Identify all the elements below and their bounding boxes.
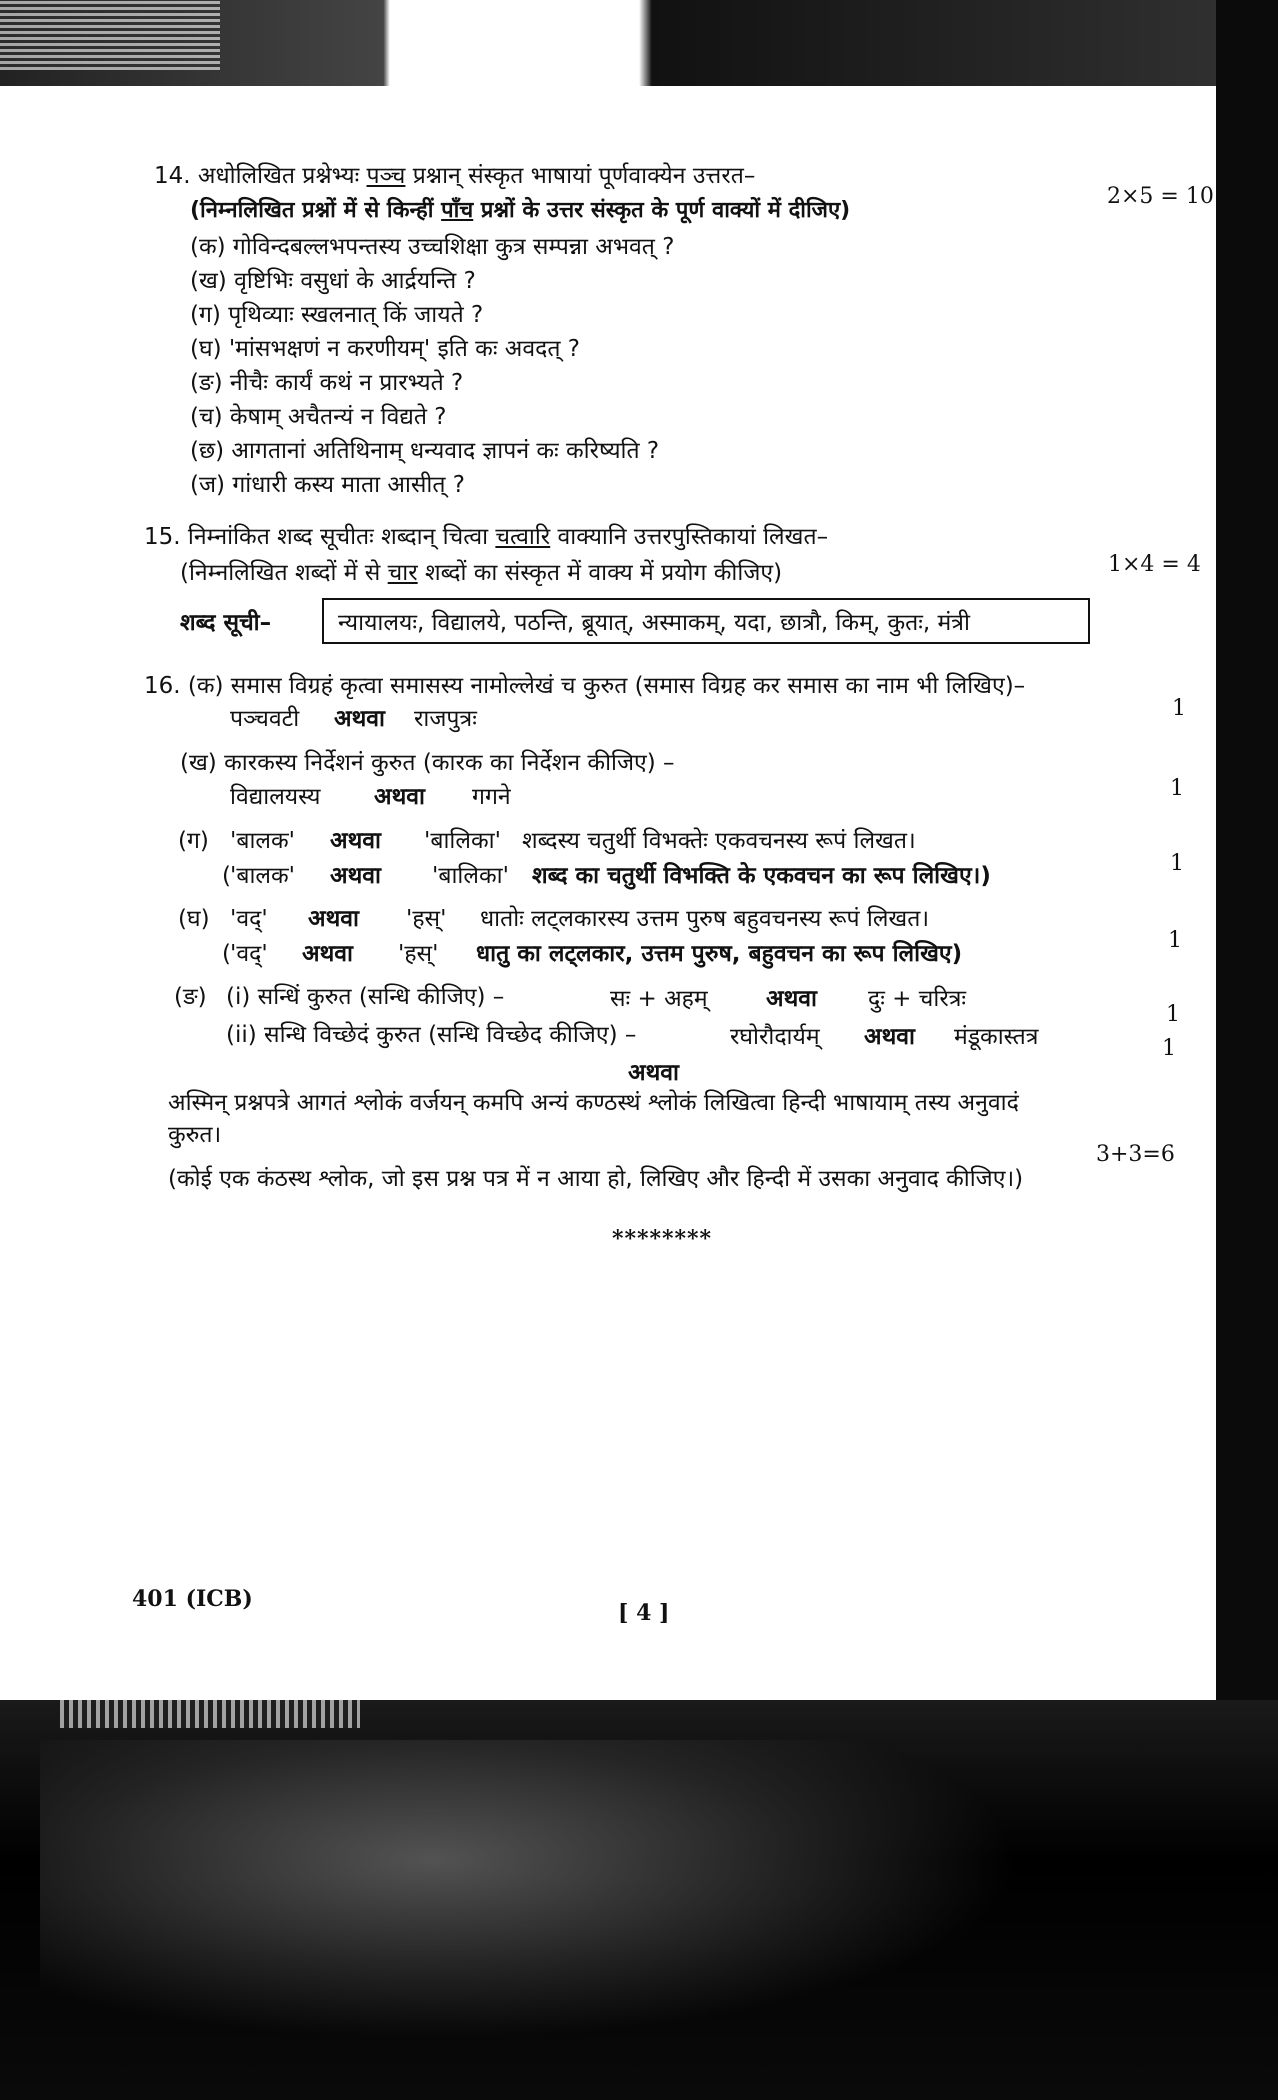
scan-mesh	[0, 0, 220, 70]
q16-nga-i-word2: दुः + चरित्रः	[868, 986, 967, 1012]
q16-ka-line1	[144, 671, 1025, 701]
q15-word-list-box: न्यायालयः, विद्यालये, पठन्ति, ब्रूयात्, अस्माकम्, यदा, छात्रौ, किम्, कुतः, मंत्री	[322, 598, 1090, 644]
q16-nga-i-word1: सः + अहम्	[610, 986, 708, 1012]
q14-item: (ङ) नीचैः कार्यं कथं न प्रारभ्यते ?	[190, 370, 464, 396]
or-word: अथवा	[864, 1024, 916, 1050]
q14-item: (घ) 'मांसभक्षणं न करणीयम्' इति कः अवदत् ?	[190, 336, 580, 362]
end-marker: ********	[612, 1226, 713, 1252]
q16-ga-word2: 'बालिका'	[424, 828, 501, 854]
q14-number: 14.	[154, 163, 191, 189]
or-word: अथवा	[302, 941, 354, 967]
q15-line2-underlined: चार	[387, 560, 418, 586]
q16-alt-marks: 3+3=6	[1096, 1142, 1175, 1167]
q16-ga-label: (ग)	[178, 828, 209, 854]
q15-line2	[180, 558, 782, 588]
q14-item: (च) केषाम् अचैतन्यं न विद्यते ?	[190, 404, 447, 430]
q15-number: 15.	[144, 524, 181, 550]
q16-gha-word2: 'हस्'	[406, 906, 447, 932]
scan-smudge	[40, 1740, 1020, 2040]
or-word: अथवा	[308, 906, 360, 932]
q16-nga-i-marks: 1	[1166, 1002, 1180, 1027]
q16-nga-label: (ङ)	[174, 984, 207, 1010]
q16-nga-ii-marks: 1	[1162, 1036, 1176, 1061]
or-heading: अथवा	[628, 1060, 680, 1086]
or-word: अथवा	[374, 784, 426, 810]
q16-nga-ii-text: (ii) सन्धि विच्छेदं कुरुत (सन्धि विच्छेद कीजिए) –	[226, 1022, 637, 1048]
q16-ga-marks: 1	[1170, 851, 1184, 876]
q14-line1-underlined: पञ्च	[366, 163, 406, 189]
q16-kha-marks: 1	[1170, 776, 1184, 801]
q16-alt-line1: अस्मिन् प्रश्नपत्रे आगतं श्लोकं वर्जयन् कमपि अन्यं कण्ठस्थं श्लोकं लिखित्वा हिन्दी भाषायाम् तस्य अनुवादं	[168, 1090, 1019, 1116]
q15-line1	[144, 522, 828, 552]
scan-border-right	[1216, 0, 1278, 1720]
q16-ga-paren: (	[222, 863, 231, 889]
q16-gha-word1: 'वद्'	[230, 941, 268, 967]
q14-item: (ज) गांधारी कस्य माता आसीत् ?	[190, 472, 465, 498]
q15-word-list-label: शब्द सूची–	[180, 610, 272, 636]
q14-line1	[154, 161, 755, 191]
q16-gha-word1: 'वद्'	[230, 906, 268, 932]
q16-alt-line3: (कोई एक कंठस्थ श्लोक, जो इस प्रश्न पत्र में न आया हो, लिखिए और हिन्दी में उसका अनुवाद कीजिए।)	[168, 1166, 1024, 1192]
q16-gha-label: (घ)	[178, 906, 210, 932]
q14-line2-underlined: पाँच	[441, 198, 474, 223]
q16-ga-word1: 'बालक'	[230, 863, 295, 889]
q16-ka-marks: 1	[1172, 696, 1186, 721]
q16-nga-i-text: (i) सन्धिं कुरुत (सन्धि कीजिए) –	[226, 984, 505, 1010]
q14-item: (छ) आगतानां अतिथिनाम् धन्यवाद ज्ञापनं कः करिष्यति ?	[190, 438, 660, 464]
q16-ga-rest2: शब्द का चतुर्थी विभक्ति के एकवचन का रूप लिखिए।)	[532, 863, 991, 889]
q16-gha-word2: 'हस्'	[398, 941, 439, 967]
q16-kha-word1: विद्यालयस्य	[230, 784, 321, 810]
q16-gha-rest2: धातु का लट्लकार, उत्तम पुरुष, बहुवचन का रूप लिखिए)	[476, 941, 963, 967]
q16-gha-marks: 1	[1168, 928, 1182, 953]
q16-number: 16.	[144, 673, 181, 699]
q16-ka-text: (क) समास विग्रहं कृत्वा समासस्य नामोल्लेखं च कुरुत (समास विग्रह कर समास का नाम भी लिखिए)–	[187, 673, 1026, 699]
q15-line1-underlined: चत्वारि	[495, 524, 551, 550]
q14-line1-post: प्रश्नान् संस्कृत भाषायां पूर्णवाक्येन उत्तरत–	[405, 163, 756, 189]
q16-gha-rest1: धातोः लट्लकारस्य उत्तम पुरुष बहुवचनस्य रूपं लिखत।	[480, 906, 930, 932]
q15-line1-post: वाक्यानि उत्तरपुस्तिकायां लिखत–	[550, 524, 829, 550]
q14-line2	[190, 196, 850, 226]
q15-line1-pre: निम्नांकित शब्द सूचीतः शब्दान् चित्वा	[187, 524, 496, 550]
q15-marks: 1×4 = 4	[1108, 552, 1201, 577]
q16-ga-word2: 'बालिका'	[432, 863, 509, 889]
q16-nga-ii-word1: रघोरौदार्यम्	[730, 1024, 820, 1050]
q14-item: (ख) वृष्टिभिः वसुधां के आर्द्रयन्ति ?	[190, 268, 476, 294]
q16-ka-word2: राजपुत्रः	[414, 706, 477, 732]
paper-code: 401 (ICB)	[132, 1586, 253, 1612]
or-word: अथवा	[766, 986, 818, 1012]
scan-border-bottom	[0, 1700, 1278, 2100]
or-word: अथवा	[334, 706, 386, 732]
q14-item: (ग) पृथिव्याः स्खलनात् किं जायते ?	[190, 302, 484, 328]
q16-ka-word1: पञ्चवटी	[230, 706, 300, 732]
q14-line1-pre: अधोलिखित प्रश्नेभ्यः	[197, 163, 367, 189]
q14-marks: 2×5 = 10	[1107, 184, 1214, 209]
exam-page	[62, 86, 1216, 1700]
page-number: [ 4 ]	[618, 1600, 670, 1626]
scan-border-top	[0, 0, 1278, 86]
or-word: अथवा	[330, 863, 382, 889]
scan-strip	[60, 1700, 360, 1728]
or-word: अथवा	[330, 828, 382, 854]
q15-line2-pre: (निम्नलिखित शब्दों में से	[180, 560, 388, 586]
q14-line2-pre: (निम्नलिखित प्रश्नों में से किन्हीं	[190, 198, 442, 223]
q14-item: (क) गोविन्दबल्लभपन्तस्य उच्चशिक्षा कुत्र सम्पन्ना अभवत् ?	[190, 234, 675, 260]
q16-kha-text: (ख) कारकस्य निर्देशनं कुरुत (कारक का निर्देशन कीजिए) –	[180, 750, 675, 776]
q14-line2-post: प्रश्नों के उत्तर संस्कृत के पूर्ण वाक्यों में दीजिए)	[473, 198, 851, 223]
q15-line2-post: शब्दों का संस्कृत में वाक्य में प्रयोग कीजिए)	[417, 560, 783, 586]
q16-ga-word1: 'बालक'	[230, 828, 295, 854]
q16-alt-line2: कुरुत।	[168, 1122, 222, 1148]
q16-gha-paren: (	[222, 941, 231, 967]
q16-ga-rest1: शब्दस्य चतुर्थी विभक्तेः एकवचनस्य रूपं लिखत।	[522, 828, 916, 854]
q16-nga-ii-word2: मंडूकास्तत्र	[954, 1024, 1039, 1050]
q16-kha-word2: गगने	[472, 784, 511, 810]
